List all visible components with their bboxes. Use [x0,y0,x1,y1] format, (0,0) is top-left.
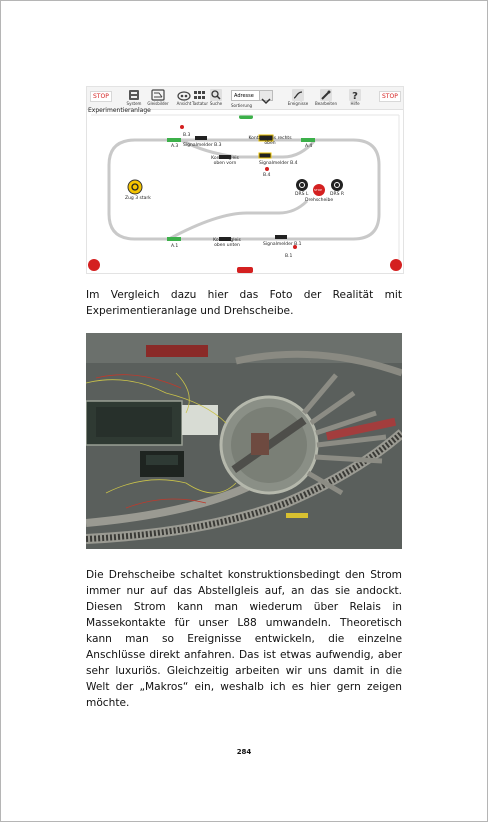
label-kontakt-unten: Kontaktgleis oben unten [213,238,241,248]
label-b3: B.3 [183,133,191,138]
toolbar-label: Hilfe [350,101,360,106]
top-indicator [239,115,253,119]
label-turntable-stop[interactable]: STOP [314,188,322,192]
signal-light [265,167,269,171]
address-label: Sortierung [231,103,253,108]
label-drs-l: DRS L [295,192,309,197]
label-a1: A.1 [171,244,179,249]
drs-r-power-icon [331,179,343,191]
signal-b3 [195,136,207,140]
label-a3: A.3 [171,144,179,149]
paragraph-intro: Im Vergleich dazu hier das Foto der Realität mit Experimentieranlage und Drehscheibe. [86,289,402,317]
svg-text:?: ? [352,91,358,101]
label-zug: Zug 3 stark [125,196,151,201]
diagonal-track [169,201,307,239]
layout-tab[interactable]: Experimentieranlage [88,107,151,114]
page-number: 284 [236,748,252,756]
corner-stop-right [390,259,402,271]
label-drs-r: DRS R [330,192,345,197]
switch-a4 [301,138,315,142]
stop-button-left[interactable]: STOP [90,91,112,102]
label-b4: B.4 [263,173,271,178]
turntable-photo [86,333,402,549]
label-a4: A.4 [305,144,313,149]
label-signal-b1: Signalmelder B.1 [263,242,302,247]
photo-illustration [86,333,402,549]
signal-b4 [259,153,271,158]
stop-button-right[interactable]: STOP [379,91,401,102]
software-screenshot [86,86,404,274]
signal-b1 [275,235,287,239]
toolbar-label: Suche [209,101,223,106]
signal-light [180,125,184,129]
label-drehscheibe: Drehscheibe [305,198,334,203]
paragraph-body: Die Drehscheibe schaltet konstruktionsbedingt den Strom immer nur auf das Abstellgleis auf, an das sie andockt. Diesen Strom kann man wiederum über Relais in Massekontakte für unser L88 umwandeln. Theoretisch kann man so Ereignisse entwickeln, die einzelne Anschlüsse direkt anfahren. Das ist etwas aufwendig, aber sehr luxuriös. Gleichzeitig arbeiten wir uns damit in die Welt der „Makros“ ein, weshalb ich es hier gern zeigen möchte. [86,569,402,709]
label-signal-b3: Signalmelder B.3 [183,143,222,148]
toolbar-label: Ereignisse [287,101,309,106]
label-b1: B.1 [285,254,293,259]
toolbar-label: Ansicht [176,101,192,106]
label-kontakt-rechts-oben: Kontaktgleis rechts oben [248,136,292,146]
toolbar-label: Bearbeiten [315,101,337,106]
label-kontakt-vorn: Kontaktgleis oben vorn [211,156,239,166]
switch-a1 [167,237,181,241]
label-signal-b4: Signalmelder B.4 [259,161,298,166]
bottom-indicator [237,267,253,273]
toolbar-label: Tastatur [191,101,209,106]
address-select[interactable]: Adresse [231,90,273,101]
corner-stop-left [88,259,100,271]
toolbar-label: Gleisbilder [147,101,169,106]
toolbar-label: System [126,101,142,106]
switch-a3 [167,138,181,142]
drs-l-power-icon [296,179,308,191]
loco-zug-icon [128,180,142,194]
